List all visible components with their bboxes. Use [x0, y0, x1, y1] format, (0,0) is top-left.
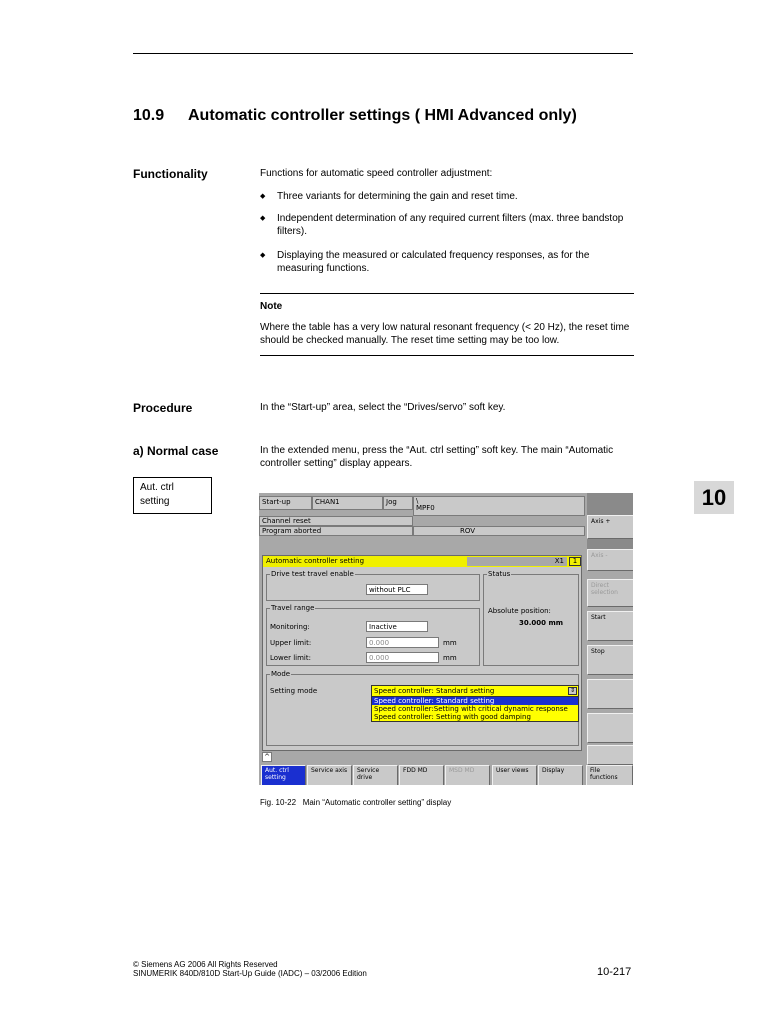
axis-name: X1 — [547, 557, 567, 566]
dropdown-arrow-icon[interactable]: ⇕ — [569, 687, 576, 694]
section-title: Automatic controller settings ( HMI Advanced only) — [188, 107, 577, 124]
bullet-icon: ◆ — [260, 215, 266, 222]
hmi-rov: ROV — [413, 526, 585, 536]
note-text: Where the table has a very low natural resonant frequency (< 20 Hz), the reset time should be checked manually. The reset time setting may be too low. — [260, 322, 630, 346]
status-group: Status Absolute position: 30.000 mm — [483, 574, 579, 666]
bullet-icon: ◆ — [260, 193, 266, 200]
aut-ctrl-setting-softkey[interactable]: Aut. ctrl setting — [261, 765, 306, 785]
dropdown-option[interactable]: Speed controller: Setting with good damping — [374, 713, 531, 721]
section-number: 10.9 — [133, 107, 165, 124]
upper-limit-field[interactable]: 0.000 — [366, 637, 439, 648]
hmi-channel: CHAN1 — [312, 496, 383, 510]
empty-softkey[interactable] — [587, 679, 633, 709]
axis-minus-softkey[interactable]: Axis - — [587, 549, 633, 571]
setting-mode-selected[interactable]: Speed controller: Standard setting ⇕ — [372, 686, 578, 697]
normal-case-heading: a) Normal case — [133, 444, 219, 458]
dropdown-option[interactable]: Speed controller:Setting with critical dynamic response — [374, 705, 568, 713]
msd-md-softkey[interactable]: MSD MD — [445, 765, 490, 785]
fdd-md-softkey[interactable]: FDD MD — [399, 765, 444, 785]
page-number: 10-217 — [597, 966, 632, 978]
absolute-position-value: 30.000 mm — [519, 619, 564, 627]
setting-mode-label: Setting mode — [270, 687, 318, 695]
hmi-mode: Jog — [383, 496, 413, 510]
hmi-program-aborted: Program aborted — [259, 526, 413, 536]
footer-copyright: © Siemens AG 2006 All Rights Reserved — [133, 960, 278, 969]
note-top-rule — [260, 293, 634, 294]
lower-limit-label: Lower limit: — [270, 654, 311, 662]
recall-caret-icon[interactable]: ^ — [262, 752, 272, 762]
figure-caption: Fig. 10-22 Main “Automatic controller setting” display — [260, 798, 452, 807]
dropdown-option[interactable]: Speed controller: Standard setting — [372, 697, 578, 705]
footer-guide-title: SINUMERIK 840D/810D Start-Up Guide (IADC) – 03/2006 Edition — [133, 969, 367, 978]
start-softkey[interactable]: Start — [587, 611, 633, 641]
mode-group: Mode Setting mode Speed controller: Standard setting ⇕ Speed controller: Standard setting Speed controller:Setting with critical dynamic response Speed controller: Setting with good damping — [266, 674, 579, 746]
hmi-channel-reset: Channel reset — [259, 516, 413, 526]
monitoring-label: Monitoring: — [270, 623, 310, 631]
travel-range-group: Travel range Monitoring: Inactive Upper limit: 0.000 mm Lower limit: 0.000 mm — [266, 608, 480, 666]
chapter-tab: 10 — [694, 481, 734, 514]
hmi-program: \ MPF0 — [413, 496, 585, 516]
hmi-area: Start-up — [259, 496, 312, 510]
axis-plus-softkey[interactable]: Axis + — [587, 515, 633, 539]
procedure-text: In the “Start-up” area, select the “Drives/servo” soft key. — [260, 402, 506, 413]
upper-limit-label: Upper limit: — [270, 639, 312, 647]
note-bottom-rule — [260, 355, 634, 356]
service-drive-softkey[interactable]: Service drive — [353, 765, 398, 785]
user-views-softkey[interactable]: User views — [492, 765, 537, 785]
drive-test-field[interactable]: without PLC — [366, 584, 428, 595]
file-functions-softkey[interactable]: File functions — [586, 765, 633, 785]
absolute-position-label: Absolute position: — [488, 607, 551, 615]
hmi-screen — [259, 493, 633, 785]
empty-softkey[interactable] — [587, 745, 633, 765]
softkey-reference-box: Aut. ctrl setting — [133, 477, 212, 514]
controller-setting-panel — [262, 555, 582, 751]
normal-case-text: In the extended menu, press the “Aut. ctrl setting” soft key. The main “Automatic controller setting” display appears. — [260, 445, 614, 469]
display-softkey[interactable]: Display — [538, 765, 583, 785]
functionality-intro: Functions for automatic speed controller adjustment: — [260, 168, 493, 179]
header-rule — [133, 53, 633, 54]
drive-test-group: Drive test travel enable without PLC — [266, 574, 480, 601]
panel-title: Automatic controller setting — [266, 557, 365, 565]
stop-softkey[interactable]: Stop — [587, 645, 633, 675]
functionality-heading: Functionality — [133, 167, 208, 181]
direct-selection-softkey[interactable]: Direct selection — [587, 579, 633, 607]
lower-limit-field[interactable]: 0.000 — [366, 652, 439, 663]
procedure-heading: Procedure — [133, 401, 193, 415]
service-axis-softkey[interactable]: Service axis — [307, 765, 352, 785]
axis-number: 1 — [569, 557, 581, 566]
bullet-icon: ◆ — [260, 252, 266, 259]
empty-softkey[interactable] — [587, 713, 633, 743]
note-title: Note — [260, 301, 283, 312]
monitoring-field[interactable]: Inactive — [366, 621, 428, 632]
setting-mode-dropdown[interactable] — [371, 685, 579, 722]
